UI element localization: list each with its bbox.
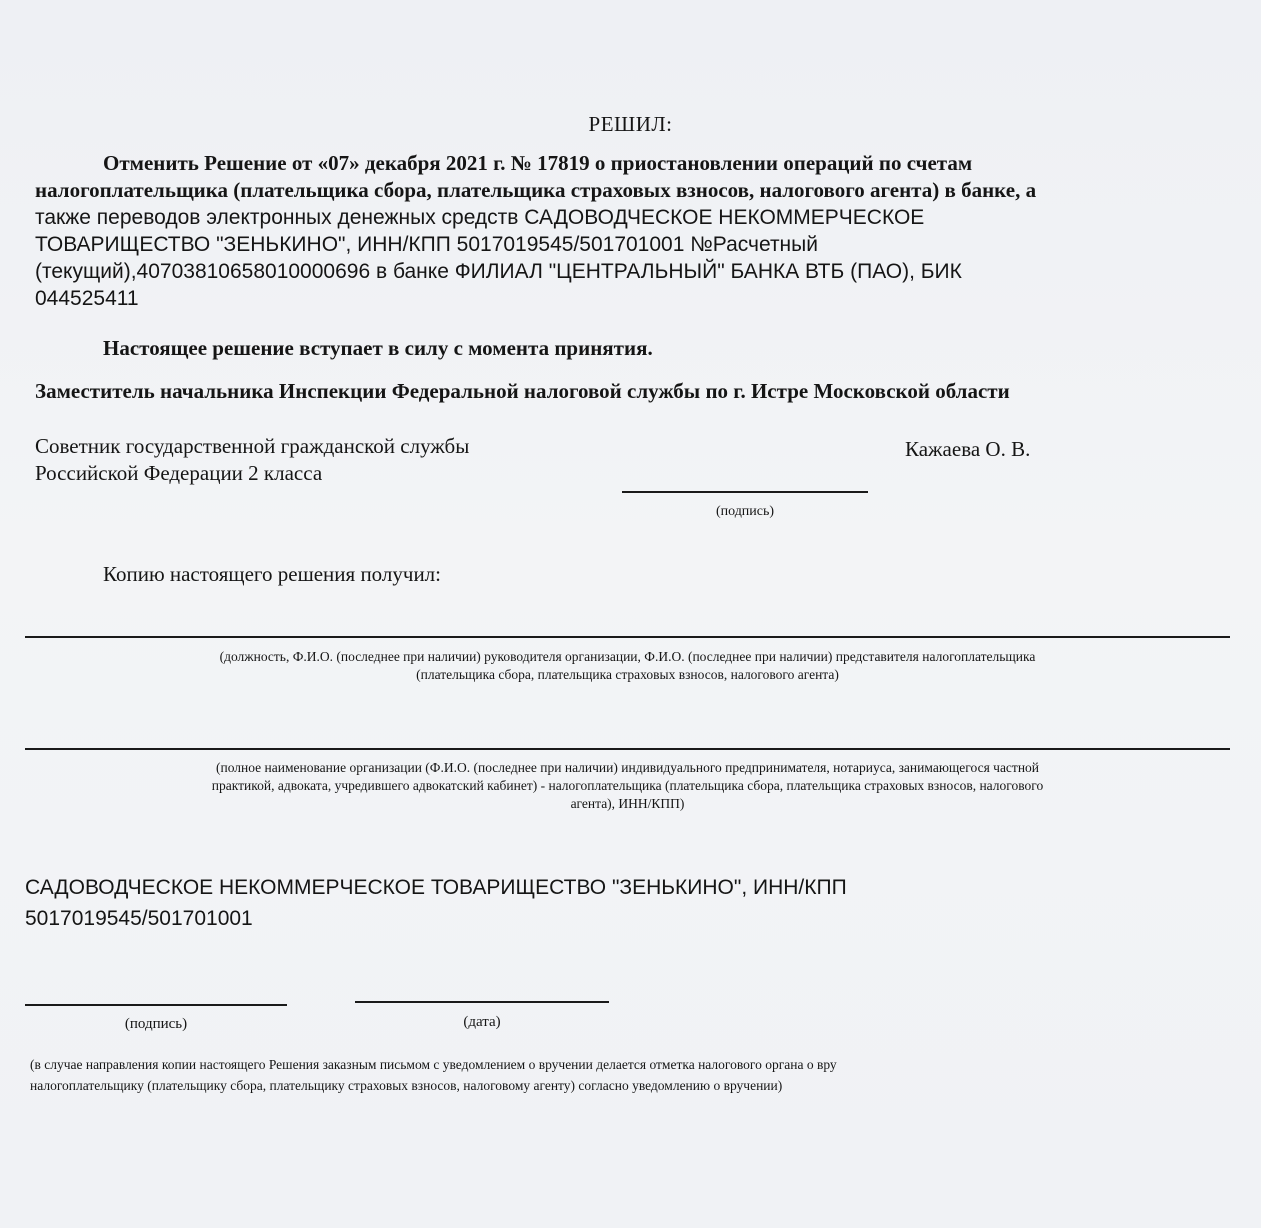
organization-caption [25,759,1230,813]
effective-statement: Настоящее решение вступает в силу с момента принятия. [103,336,653,360]
signer-name: Кажаева О. В. [905,437,1031,461]
organization-name [25,872,847,934]
decision-line: Отменить Решение от «07» декабря 2021 г. № 17819 о приостановлении операций по счетам [103,151,973,175]
date-caption: (дата) [463,1014,501,1030]
caption-line: агента), ИНН/КПП) [570,796,685,811]
decision-line: (текущий),40703810658010000696 в банке ФИЛИАЛ "ЦЕНТРАЛЬНЫЙ" БАНКА ВТБ (ПАО), БИК [35,260,962,283]
organization-line-text: САДОВОДЧЕСКОЕ НЕКОММЕРЧЕСКОЕ ТОВАРИЩЕСТВО "ЗЕНЬКИНО", ИНН/КПП [25,876,847,899]
caption-line: (должность, Ф.И.О. (последнее при наличии) руководителя организации, Ф.И.О. (последнее при наличии) представителя налогоплательщика [219,649,1036,664]
signature-line [622,491,868,493]
decision-paragraph [35,150,1185,312]
organization-line [25,748,1230,750]
caption-line: (полное наименование организации (Ф.И.О. (последнее при наличии) индивидуального предпринимателя, нотариуса, занимающегося частной [215,760,1040,775]
decision-line: ТОВАРИЩЕСТВО "ЗЕНЬКИНО", ИНН/КПП 5017019545/501701001 №Расчетный [35,233,818,256]
official-title: Заместитель начальника Инспекции Федеральной налоговой службы по г. Истре Московской области [35,379,1010,403]
date-line [355,1001,609,1003]
caption-line: (плательщика сбора, плательщика страховых взносов, налогового агента) [416,667,839,682]
signature-caption: (подпись) [715,504,775,519]
position-caption [25,648,1230,684]
rank-line: Советник государственной гражданской службы [35,434,470,458]
decision-line: 044525411 [35,287,139,310]
decision-heading: РЕШИЛ: [588,112,673,136]
recipient-signature-caption: (подпись) [124,1016,188,1032]
decision-line: также переводов электронных денежных средств САДОВОДЧЕСКОЕ НЕКОММЕРЧЕСКОЕ [35,206,925,229]
copy-received-label: Копию настоящего решения получил: [103,562,441,586]
decision-line: налогоплательщика (плательщика сбора, плательщика страховых взносов, налогового агента) в банке, а [35,178,1037,202]
footnote-line: налогоплательщику (плательщику сбора, плательщику страховых взносов, налоговому агенту) согласно уведомлению о вручении) [30,1078,783,1093]
organization-line-text: 5017019545/501701001 [25,907,253,930]
position-line [25,636,1230,638]
rank-line: Российской Федерации 2 класса [35,461,323,485]
footnote-line: (в случае направления копии настоящего Решения заказным письмом с уведомлением о вручении делается отметка налогового органа о вру [30,1057,837,1072]
delivery-footnote [30,1054,837,1096]
recipient-signature-line [25,1004,287,1006]
official-rank [35,433,469,487]
caption-line: практикой, адвоката, учредившего адвокатский кабинет) - налогоплательщика (плательщика сбора, плательщика страховых взносов, налогового [211,778,1044,793]
